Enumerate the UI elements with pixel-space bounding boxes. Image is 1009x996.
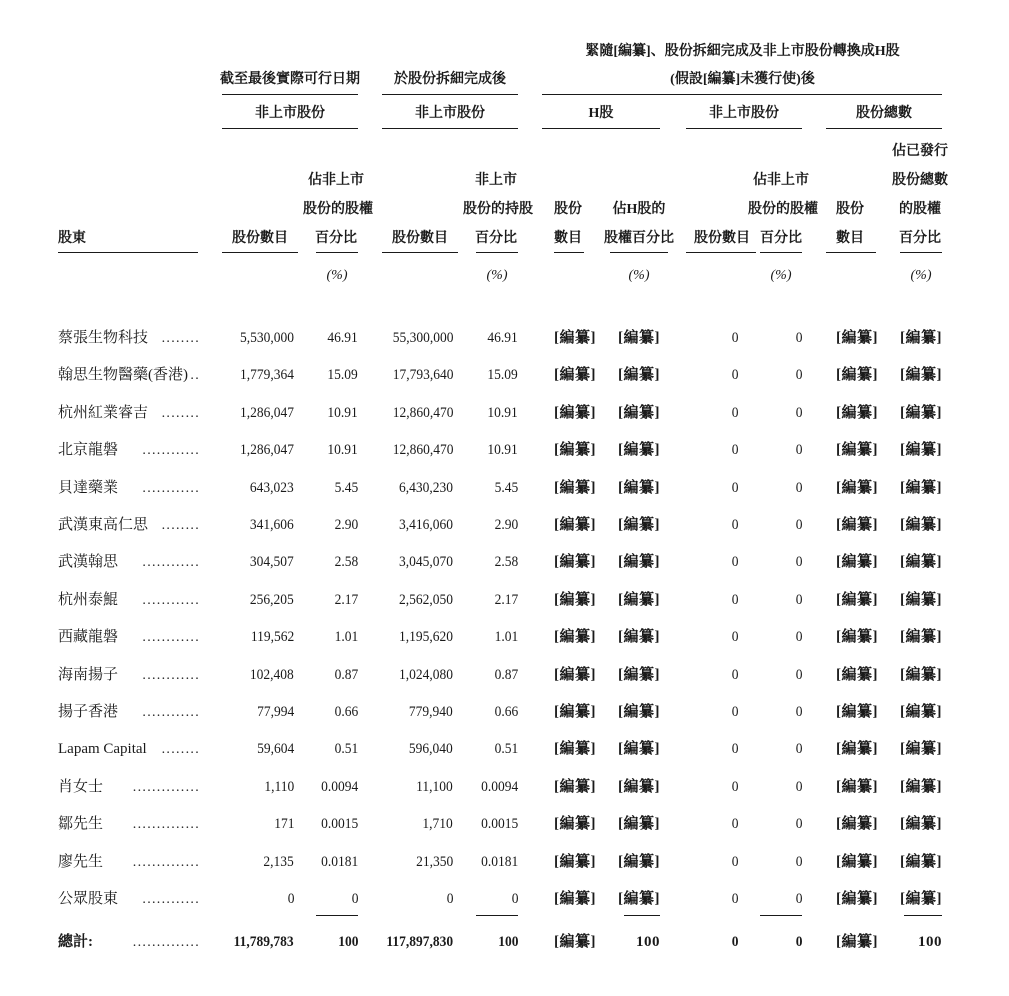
col-rule-c4 [476, 252, 518, 253]
cell-c1: 1,286,047 [240, 404, 294, 421]
col-header-c9-l1: 股份 [836, 202, 864, 217]
cell-c9: [編纂] [836, 629, 878, 646]
col-header-c2-l3: 百分比 [315, 231, 357, 246]
cell-c6: [編纂] [618, 741, 660, 758]
subtotal-rule-c10 [904, 915, 942, 916]
cell-c9: [編纂] [836, 517, 878, 533]
sub-header-unlisted-1: 非上市股份 [255, 106, 325, 121]
leader-dots: .. [190, 368, 200, 384]
cell-c2: 2.58 [334, 554, 358, 571]
cell-c2: 0.0181 [320, 853, 358, 870]
cell-c5: [編纂] [554, 367, 596, 384]
cell-c6: [編纂] [618, 891, 660, 907]
cell-c9: [編纂] [836, 853, 878, 870]
subtotal-rule-c6 [624, 915, 660, 916]
shareholder-name: 海南揚子 [58, 666, 119, 683]
leader-dots: ........ [161, 742, 200, 758]
cell-c7: 0 [731, 934, 738, 950]
cell-c10: [編纂] [900, 816, 942, 833]
cell-c8: 0 [795, 479, 802, 496]
cell-c1: 2,135 [263, 853, 294, 870]
cell-c2: 1.01 [334, 629, 358, 646]
subtotal-rule-c2 [316, 915, 358, 916]
cell-c9: [編纂] [836, 741, 878, 758]
col-rule-c9 [826, 252, 876, 253]
leader-dots: ............ [142, 555, 200, 571]
shareholder-name: 肖女士 [58, 778, 104, 795]
leader-dots: ............ [142, 667, 200, 683]
cell-c3: 1,710 [422, 816, 453, 833]
col-rule-c10 [900, 252, 942, 253]
cell-c3: 11,100 [416, 778, 453, 795]
sub-header-h-shares: H股 [588, 106, 614, 121]
cell-c7: 0 [731, 517, 738, 533]
cell-c10: [編纂] [900, 853, 942, 870]
cell-c10: [編纂] [900, 442, 942, 459]
cell-c1: 643,023 [250, 479, 294, 496]
cell-c1: 341,606 [250, 517, 294, 533]
cell-c5: [編纂] [554, 591, 596, 608]
col-rule-c6 [610, 252, 668, 253]
cell-c9: [編纂] [836, 934, 878, 950]
shareholder-name: 蔡張生物科技 [58, 330, 149, 346]
cell-c5: [編纂] [554, 816, 596, 833]
cell-c2: 0.0015 [320, 816, 358, 833]
cell-c10: [編纂] [900, 367, 942, 384]
cell-c8: 0 [795, 442, 802, 459]
col-header-c6-l2: 股權百分比 [604, 231, 674, 246]
cell-c5: [編纂] [554, 517, 596, 533]
cell-c3: 3,045,070 [399, 554, 453, 571]
cell-c4: 1.01 [494, 629, 518, 646]
cell-c4: 0.0181 [480, 853, 518, 870]
cell-c2: 5.45 [334, 479, 358, 496]
cell-c7: 0 [731, 330, 738, 346]
cell-c2: 2.17 [334, 591, 358, 608]
col-header-c2-l1: 佔非上市 [308, 173, 364, 188]
cell-c10: [編纂] [900, 778, 942, 795]
col-header-c9-l2: 數目 [836, 231, 864, 246]
group-header-after-global-offering: 緊隨[編纂]、股份拆細完成及非上市股份轉換成H股 [585, 44, 900, 59]
shareholder-name: 武漢翰思 [58, 554, 119, 571]
cell-c2: 100 [337, 934, 358, 950]
cell-c8: 0 [795, 517, 802, 533]
cell-c9: [編纂] [836, 404, 878, 421]
cell-c8: 0 [795, 629, 802, 646]
col-header-c4-l2: 股份的持股 [463, 202, 533, 217]
cell-c9: [編纂] [836, 816, 878, 833]
leader-dots: .............. [132, 779, 200, 795]
cell-c7: 0 [731, 704, 738, 720]
group-header-latest-practicable-date: 截至最後實際可行日期 [220, 72, 360, 87]
leader-dots: ............ [142, 592, 200, 608]
cell-c5: [編纂] [554, 629, 596, 646]
cell-c1: 5,530,000 [240, 330, 294, 346]
cell-c2: 0.87 [334, 666, 358, 683]
col-header-c10-l3: 的股權 [899, 202, 941, 217]
shareholder-name: 西藏龍磐 [58, 629, 119, 646]
cell-c4: 46.91 [487, 330, 518, 346]
cell-c7: 0 [731, 367, 738, 384]
cell-c6: [編纂] [618, 591, 660, 608]
cell-c2: 0 [351, 891, 358, 907]
cell-c4: 15.09 [487, 367, 518, 384]
leader-dots: ............ [142, 892, 200, 907]
cell-c1: 304,507 [250, 554, 294, 571]
cell-c2: 15.09 [327, 367, 358, 384]
cell-c10: [編纂] [900, 704, 942, 720]
cell-c9: [編纂] [836, 666, 878, 683]
cell-c8: 0 [795, 704, 802, 720]
cell-c8: 0 [795, 853, 802, 870]
cell-c7: 0 [731, 666, 738, 683]
cell-c2: 10.91 [327, 442, 358, 459]
cell-c2: 46.91 [327, 330, 358, 346]
cell-c4: 0 [511, 891, 518, 907]
cell-c9: [編纂] [836, 591, 878, 608]
cell-c1: 1,779,364 [240, 367, 294, 384]
cell-c6: [編纂] [618, 442, 660, 459]
col-rule-c7 [686, 252, 756, 253]
cell-c5: [編纂] [554, 778, 596, 795]
cell-c3: 596,040 [409, 741, 453, 758]
cell-c5: [編纂] [554, 741, 596, 758]
cell-c6: [編纂] [618, 404, 660, 421]
group-header-after-global-offering-line2: (假設[編纂]未獲行使)後 [670, 72, 815, 87]
shareholder-name: 廖先生 [58, 853, 104, 870]
col-header-c8-l2: 股份的股權 [748, 202, 818, 217]
leader-dots: ............ [142, 630, 200, 646]
group-rule-2 [382, 94, 518, 95]
cell-c6: [編纂] [618, 629, 660, 646]
cell-c3: 21,350 [415, 853, 453, 870]
col-header-c6-l1: 佔H股的 [612, 202, 666, 217]
cell-c8: 0 [795, 891, 802, 907]
cell-c10: [編纂] [900, 666, 942, 683]
cell-c10: [編纂] [900, 554, 942, 571]
cell-c8: 0 [795, 778, 802, 795]
sub-header-total-shares: 股份總數 [856, 106, 912, 121]
cell-c9: [編纂] [836, 554, 878, 571]
cell-c7: 0 [731, 853, 738, 870]
col-header-c3: 股份數目 [392, 231, 448, 246]
cell-c1: 1,286,047 [240, 442, 294, 459]
shareholder-name: 貝達藥業 [58, 479, 119, 496]
cell-c4: 0.66 [494, 704, 518, 720]
pct-unit-c4: (%) [486, 268, 508, 283]
col-rule-c1 [222, 252, 298, 253]
shareholder-name: 揚子香港 [58, 704, 119, 720]
cell-c1: 59,604 [256, 741, 294, 758]
cell-c3: 55,300,000 [392, 330, 453, 346]
cell-c3: 6,430,230 [399, 479, 453, 496]
cell-c4: 0.87 [494, 666, 518, 683]
cell-c4: 0.0015 [480, 816, 518, 833]
cell-c9: [編纂] [836, 704, 878, 720]
col-header-c7: 股份數目 [694, 231, 750, 246]
cell-c10: [編纂] [900, 517, 942, 533]
cell-c9: [編纂] [836, 778, 878, 795]
leader-dots: .............. [132, 854, 200, 870]
cell-c10: [編纂] [900, 741, 942, 758]
col-header-c4-l1: 非上市 [475, 173, 517, 188]
cell-c3: 2,562,050 [399, 591, 453, 608]
cell-c10: [編纂] [900, 891, 942, 907]
group-rule-3 [542, 94, 942, 95]
cell-c5: [編纂] [554, 891, 596, 907]
cell-c4: 10.91 [487, 404, 518, 421]
col-header-shareholder: 股東 [58, 231, 86, 246]
cell-c6: [編纂] [618, 479, 660, 496]
cell-c10: [編纂] [900, 479, 942, 496]
cell-c5: [編纂] [554, 479, 596, 496]
shareholder-name: 翰思生物醫藥(香港) [58, 367, 188, 384]
cell-c8: 0 [795, 404, 802, 421]
cell-c9: [編纂] [836, 367, 878, 384]
col-rule-c5 [554, 252, 584, 253]
total-label: 總計: [58, 934, 93, 950]
cell-c10: [編纂] [900, 330, 942, 346]
cell-c5: [編纂] [554, 934, 596, 950]
cell-c5: [編纂] [554, 554, 596, 571]
cell-c9: [編纂] [836, 442, 878, 459]
cell-c3: 779,940 [409, 704, 453, 720]
cell-c7: 0 [731, 591, 738, 608]
cell-c4: 5.45 [494, 479, 518, 496]
cell-c6: [編纂] [618, 666, 660, 683]
cell-c6: [編纂] [618, 367, 660, 384]
sub-rule-3 [542, 128, 660, 129]
col-rule-shareholder [58, 252, 198, 253]
col-header-c4-l3: 百分比 [475, 231, 517, 246]
leader-dots: ............ [142, 480, 200, 496]
shareholder-name: 杭州紅業睿吉 [58, 404, 149, 421]
shareholder-name: 杭州泰鯤 [58, 591, 119, 608]
subtotal-rule-c8 [760, 915, 802, 916]
sub-rule-5 [826, 128, 942, 129]
cell-c4: 0.0094 [480, 778, 518, 795]
cell-c6: [編纂] [618, 330, 660, 346]
col-header-c8-l1: 佔非上市 [753, 173, 809, 188]
leader-dots: .............. [132, 817, 200, 833]
cell-c7: 0 [731, 891, 738, 907]
cell-c1: 102,408 [250, 666, 294, 683]
col-header-c2-l2: 股份的股權 [303, 202, 373, 217]
cell-c8: 0 [795, 367, 802, 384]
leader-dots: ............ [142, 443, 200, 459]
col-header-c10-l4: 百分比 [899, 231, 941, 246]
cell-c6: [編纂] [618, 816, 660, 833]
cell-c2: 0.0094 [320, 778, 358, 795]
cell-c4: 100 [497, 934, 518, 950]
col-header-c10-l2: 股份總數 [892, 173, 948, 188]
cell-c8: 0 [795, 934, 802, 950]
cell-c4: 2.90 [494, 517, 518, 533]
cell-c4: 10.91 [487, 442, 518, 459]
col-header-c5-l2: 數目 [554, 231, 582, 246]
cell-c9: [編纂] [836, 330, 878, 346]
pct-unit-c2: (%) [326, 268, 348, 283]
cell-c3: 0 [446, 891, 453, 907]
cell-c1: 77,994 [256, 704, 294, 720]
cell-c7: 0 [731, 479, 738, 496]
cell-c8: 0 [795, 741, 802, 758]
cell-c1: 119,562 [250, 629, 294, 646]
shareholder-name: 北京龍磐 [58, 442, 119, 459]
shareholder-name: 公眾股東 [58, 891, 119, 907]
cell-c1: 11,789,783 [233, 934, 294, 950]
cell-c7: 0 [731, 778, 738, 795]
cell-c4: 2.58 [494, 554, 518, 571]
cell-c8: 0 [795, 816, 802, 833]
col-header-c1: 股份數目 [232, 231, 288, 246]
cell-c5: [編纂] [554, 704, 596, 720]
pct-unit-c8: (%) [770, 268, 792, 283]
cell-c4: 2.17 [494, 591, 518, 608]
leader-dots: ............ [142, 705, 200, 720]
subtotal-rule-c4 [476, 915, 518, 916]
cell-c5: [編纂] [554, 666, 596, 683]
sub-header-unlisted-2: 非上市股份 [415, 106, 485, 121]
leader-dots: .............. [132, 935, 200, 950]
cell-c3: 12,860,470 [392, 442, 453, 459]
cell-c2: 0.66 [334, 704, 358, 720]
cell-c5: [編纂] [554, 442, 596, 459]
group-rule-1 [222, 94, 358, 95]
cell-c3: 17,793,640 [392, 367, 453, 384]
pct-unit-c10: (%) [910, 268, 932, 283]
shareholder-name: 武漢東高仁思 [58, 517, 149, 533]
col-header-c5-l1: 股份 [554, 202, 582, 217]
cell-c1: 0 [287, 891, 294, 907]
cell-c7: 0 [731, 554, 738, 571]
leader-dots: ........ [161, 518, 200, 533]
cell-c7: 0 [731, 404, 738, 421]
cell-c6: [編纂] [618, 517, 660, 533]
cell-c1: 171 [273, 816, 294, 833]
cell-c3: 3,416,060 [399, 517, 453, 533]
cell-c6: [編纂] [618, 554, 660, 571]
leader-dots: ........ [161, 405, 200, 421]
cell-c6: [編纂] [618, 853, 660, 870]
col-rule-c8 [760, 252, 802, 253]
col-rule-c2 [316, 252, 358, 253]
sub-rule-2 [382, 128, 518, 129]
cell-c5: [編纂] [554, 404, 596, 421]
cell-c10: [編纂] [900, 591, 942, 608]
sub-header-unlisted-3: 非上市股份 [709, 106, 779, 121]
shareholder-name: Lapam Capital [58, 741, 147, 758]
cell-c3: 12,860,470 [392, 404, 453, 421]
col-rule-c3 [382, 252, 458, 253]
cell-c3: 117,897,830 [386, 934, 453, 950]
cell-c1: 256,205 [250, 591, 294, 608]
cell-c10: [編纂] [900, 404, 942, 421]
cell-c6: 100 [636, 934, 660, 950]
cell-c2: 10.91 [327, 404, 358, 421]
col-header-c10-l1: 佔已發行 [892, 144, 948, 159]
sub-rule-1 [222, 128, 358, 129]
cell-c8: 0 [795, 554, 802, 571]
shareholder-name: 鄒先生 [58, 816, 104, 833]
cell-c2: 2.90 [334, 517, 358, 533]
cell-c8: 0 [795, 666, 802, 683]
cell-c5: [編纂] [554, 853, 596, 870]
cell-c9: [編纂] [836, 479, 878, 496]
cell-c10: 100 [918, 934, 942, 950]
cell-c4: 0.51 [494, 741, 518, 758]
cell-c7: 0 [731, 741, 738, 758]
cell-c2: 0.51 [334, 741, 358, 758]
cell-c8: 0 [795, 591, 802, 608]
leader-dots: ........ [161, 331, 200, 346]
cell-c1: 1,110 [264, 778, 294, 795]
sub-rule-4 [686, 128, 802, 129]
cell-c6: [編纂] [618, 778, 660, 795]
col-header-c8-l3: 百分比 [760, 231, 802, 246]
cell-c3: 1,024,080 [399, 666, 453, 683]
cell-c7: 0 [731, 816, 738, 833]
cell-c8: 0 [795, 330, 802, 346]
pct-unit-c6: (%) [628, 268, 650, 283]
cell-c3: 1,195,620 [399, 629, 453, 646]
cell-c10: [編纂] [900, 629, 942, 646]
cell-c6: [編纂] [618, 704, 660, 720]
cell-c9: [編纂] [836, 891, 878, 907]
group-header-after-subdivision: 於股份拆細完成後 [394, 72, 506, 87]
cell-c7: 0 [731, 442, 738, 459]
cell-c7: 0 [731, 629, 738, 646]
cell-c5: [編纂] [554, 330, 596, 346]
